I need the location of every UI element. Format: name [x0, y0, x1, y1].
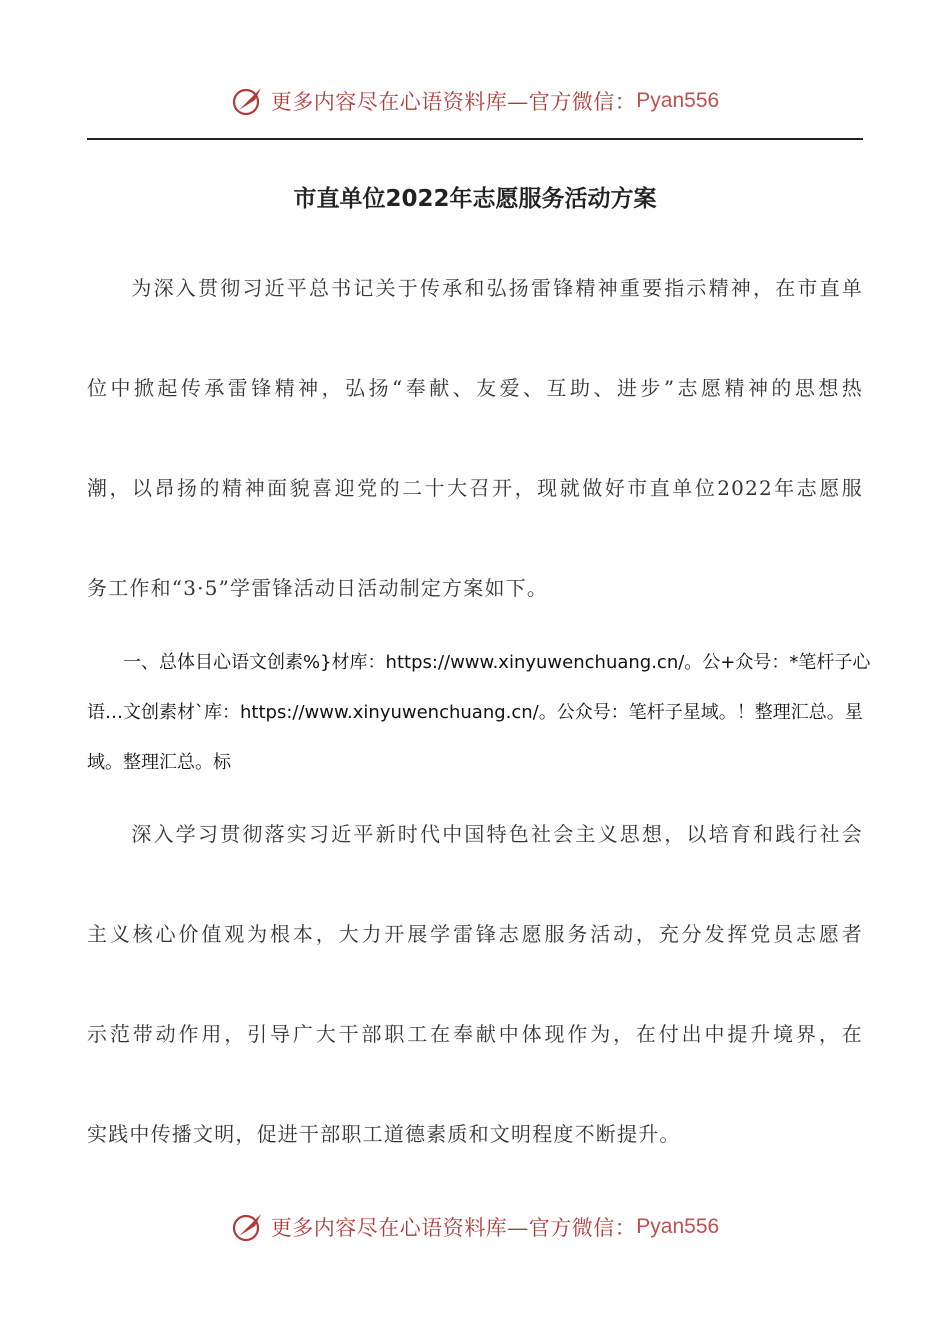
quill-logo-icon: [231, 84, 265, 118]
banner-wechat-id: Pyan556: [636, 1215, 720, 1238]
footer-banner: [0, 1210, 950, 1244]
header-banner: [0, 84, 950, 118]
body-line: 实践中传播文明，促进干部职工道德素质和文明程度不断提升。: [87, 1122, 681, 1146]
header-divider: [87, 138, 863, 140]
intro-line: 潮，以昂扬的精神面貌喜迎党的二十大召开，现就做好市直单位2022年志愿服: [87, 476, 863, 500]
body-line: 深入学习贯彻落实习近平新时代中国特色社会主义思想，以培育和践行社会: [87, 822, 863, 846]
banner-text: 更多内容尽在心语资料库—官方微信：: [270, 1216, 637, 1240]
section-1-line: 域。整理汇总。标: [87, 752, 231, 773]
intro-line: 为深入贯彻习近平总书记关于传承和弘扬雷锋精神重要指示精神，在市直单: [87, 276, 863, 300]
document-title: 市直单位2022年志愿服务活动方案: [293, 186, 657, 212]
section-1-line: 一、总体目心语文创素%}材库：https://www.xinyuwenchuang.cn/。公+众号：*笔杆子心: [87, 652, 871, 673]
body-line: 示范带动作用，引导广大干部职工在奉献中体现作为，在付出中提升境界，在: [87, 1022, 863, 1046]
quill-logo-icon: [231, 1210, 265, 1244]
intro-line: 务工作和“3·5”学雷锋活动日活动制定方案如下。: [87, 576, 549, 600]
body-line: 主义核心价值观为根本，大力开展学雷锋志愿服务活动，充分发挥党员志愿者: [87, 922, 863, 946]
banner-text: 更多内容尽在心语资料库—官方微信：: [270, 90, 637, 114]
banner-wechat-id: Pyan556: [636, 89, 720, 112]
section-1-line: 语…文创素材`库：https://www.xinyuwenchuang.cn/。公众号：笔杆子星域。！整理汇总。星: [87, 702, 863, 723]
intro-line: 位中掀起传承雷锋精神，弘扬“奉献、友爱、互助、进步”志愿精神的思想热: [87, 376, 863, 400]
